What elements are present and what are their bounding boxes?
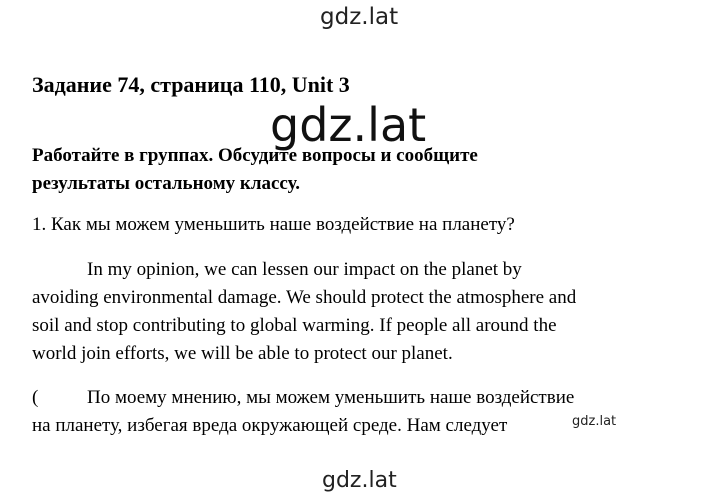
question-text: 1. Как мы можем уменьшить наше воздействие на планету?: [32, 214, 515, 235]
watermark-bottom: gdz.lat: [322, 468, 397, 493]
instruction-line-1: Работайте в группах. Обсудите вопросы и сообщите: [32, 145, 478, 166]
answer-en-line-4: world join efforts, we will be able to protect our planet.: [32, 343, 453, 364]
watermark-inline: gdz.lat: [572, 414, 617, 429]
answer-en-line-1-text: In my opinion, we can lessen our impact on the planet by: [87, 259, 522, 280]
answer-ru-line-2: на планету, избегая вреда окружающей среде. Нам следует: [32, 415, 508, 436]
open-paren: (: [32, 387, 39, 408]
answer-en-line-1: [32, 259, 522, 281]
page-title: Задание 74, страница 110, Unit 3: [32, 72, 350, 97]
answer-ru-line-1-text: По моему мнению, мы можем уменьшить наше воздействие: [87, 387, 575, 408]
watermark-top: gdz.lat: [320, 4, 399, 30]
instruction-line-2: результаты остальному классу.: [32, 173, 300, 194]
answer-en-line-2: avoiding environmental damage. We should protect the atmosphere and: [32, 287, 577, 308]
watermark-center: gdz.lat: [270, 98, 427, 152]
answer-ru-line-1: [32, 387, 574, 409]
answer-en-line-3: soil and stop contributing to global warming. If people all around the: [32, 315, 557, 336]
